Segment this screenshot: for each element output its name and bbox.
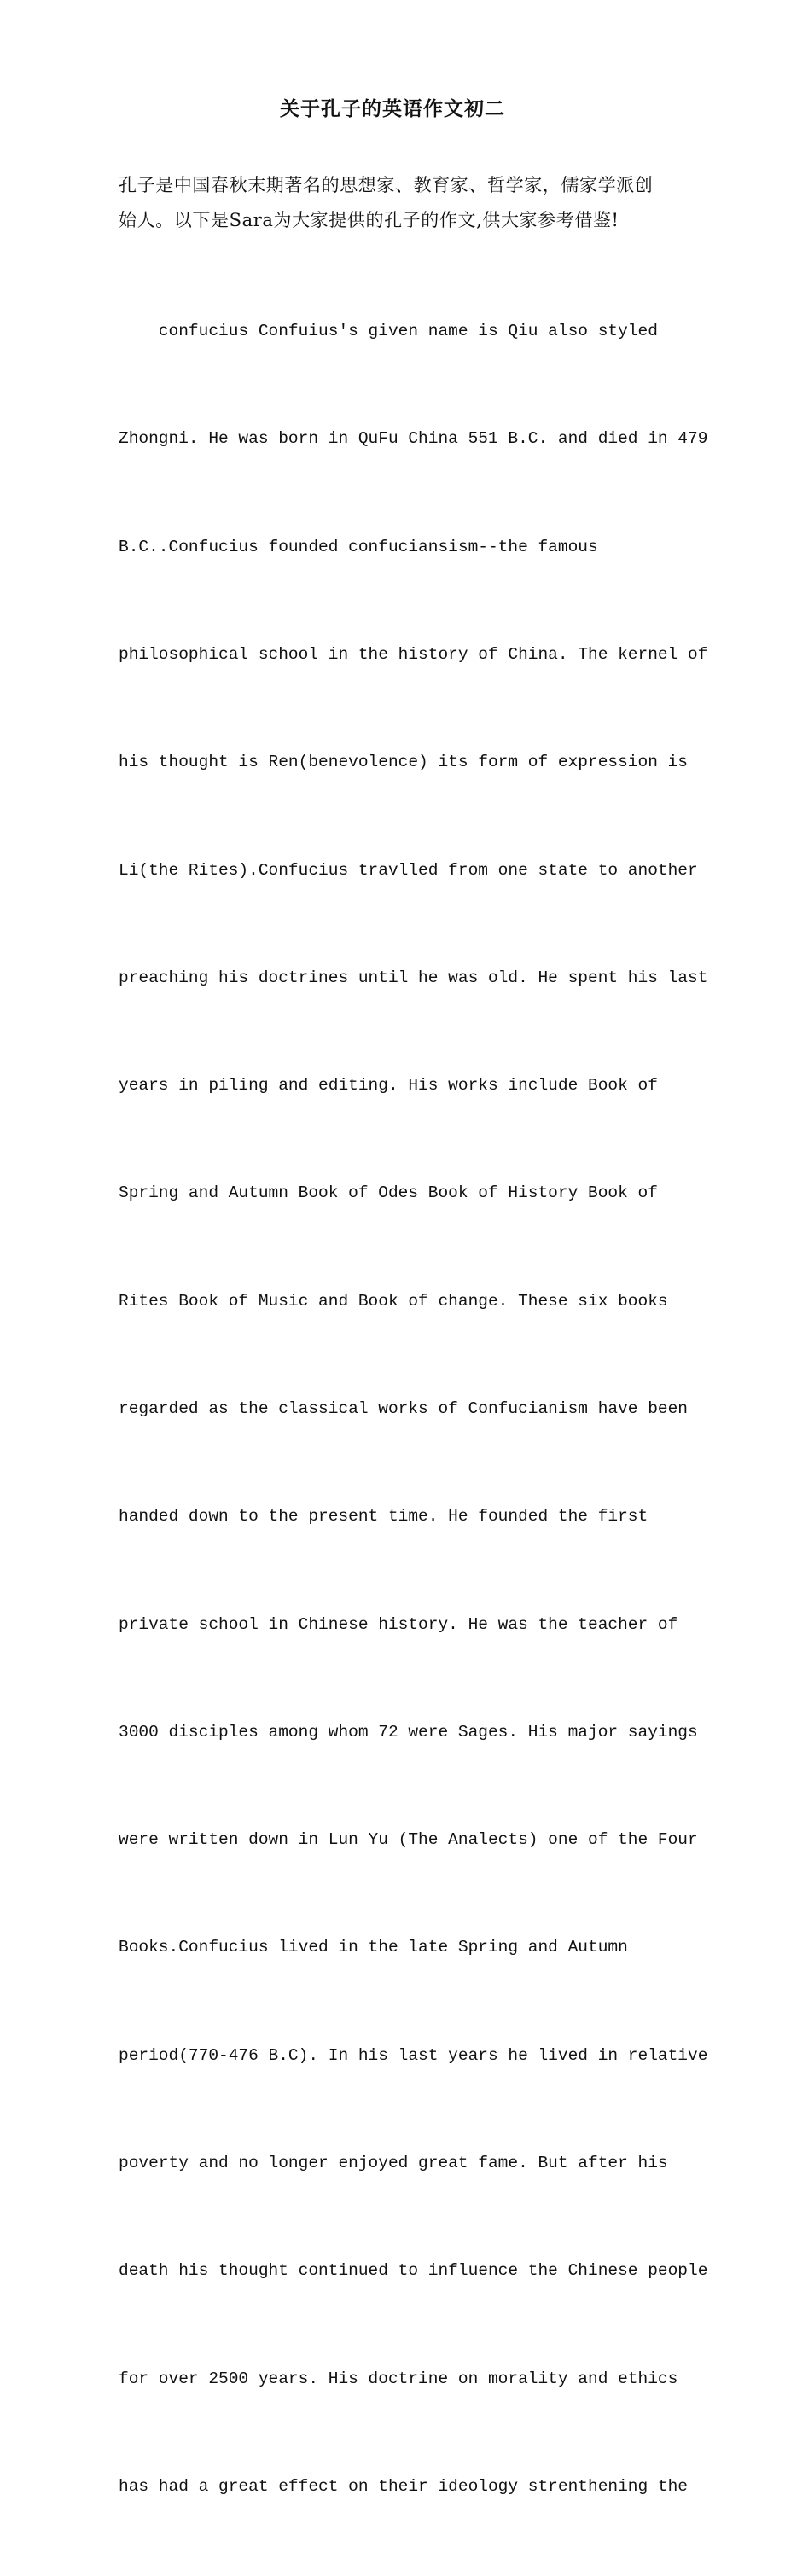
essay-line: confucius Confuius's given name is Qiu also styled <box>119 322 658 341</box>
essay-line: Spring and Autumn Book of Odes Book of History Book of <box>119 1183 658 1203</box>
essay-line: B.C..Confucius founded confuciansism--the famous <box>119 537 598 556</box>
essay-line: philosophical school in the history of China. The kernel of <box>119 645 708 665</box>
intro-line: 始人。以下是Sara为大家提供的孔子的作文,供大家参考借鉴! <box>119 210 619 230</box>
essay-line: poverty and no longer enjoyed great fame. But after his <box>119 2153 668 2172</box>
english-essay-paragraph <box>119 241 708 2576</box>
essay-line: period(770-476 B.C). In his last years he lived in relative <box>119 2045 708 2065</box>
intro-paragraph <box>119 168 673 238</box>
essay-line: Zhongni. He was born in QuFu China 551 B.C. and died in 479 <box>119 429 708 449</box>
essay-line: has had a great effect on their ideology strenthening the <box>119 2476 689 2496</box>
essay-line: death his thought continued to influence the Chinese people <box>119 2261 708 2281</box>
essay-line: were written down in Lun Yu (The Analects) one of the Four <box>119 1830 698 1850</box>
document-title: 关于孔子的英语作文初二 <box>280 97 505 120</box>
essay-line: regarded as the classical works of Confucianism have been <box>119 1399 689 1418</box>
essay-line: private school in Chinese history. He was the teacher of <box>119 1614 678 1634</box>
essay-line: for over 2500 years. His doctrine on morality and ethics <box>119 2369 678 2388</box>
essay-line: his thought is Ren(benevolence) its form of expression is <box>119 753 689 772</box>
essay-line: handed down to the present time. He founded the first <box>119 1507 648 1526</box>
intro-line: 孔子是中国春秋末期著名的思想家、教育家、哲学家，儒家学派创 <box>119 175 654 195</box>
essay-line: Li(the Rites).Confucius travlled from one state to another <box>119 860 698 880</box>
essay-line: years in piling and editing. His works include Book of <box>119 1076 658 1096</box>
essay-line: 3000 disciples among whom 72 were Sages. His major sayings <box>119 1722 698 1742</box>
essay-line: Books.Confucius lived in the late Spring and Autumn <box>119 1938 628 1957</box>
essay-line: preaching his doctrines until he was old. He spent his last <box>119 968 708 987</box>
essay-line: Rites Book of Music and Book of change. These six books <box>119 1291 668 1311</box>
